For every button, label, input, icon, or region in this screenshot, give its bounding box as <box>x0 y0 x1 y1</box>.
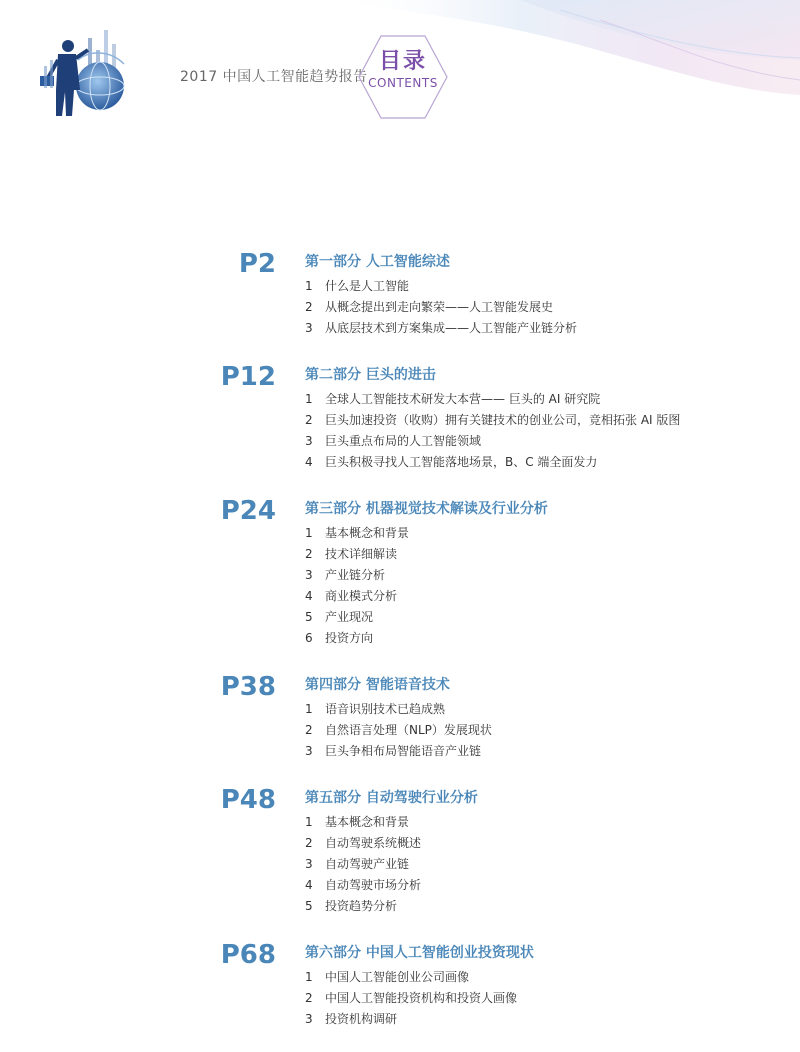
report-title: 2017 中国人工智能趋势报告 <box>180 69 368 85</box>
toc-item <box>305 854 800 875</box>
section-page-number: P38 <box>220 672 276 702</box>
toc-item-text: 自动驾驶市场分析 <box>325 878 422 892</box>
toc-item-number: 2 <box>305 723 313 737</box>
toc-item <box>305 812 800 833</box>
toc-item <box>305 720 800 741</box>
toc-item-text: 自然语言处理（NLP）发展现状 <box>325 723 492 737</box>
toc-item-text: 产业链分析 <box>325 568 386 582</box>
toc-item-text: 巨头积极寻找人工智能落地场景，B、C 端全面发力 <box>325 455 598 469</box>
toc-item-number: 1 <box>305 970 313 984</box>
toc-item-number: 3 <box>305 321 313 335</box>
toc-item-number: 1 <box>305 392 313 406</box>
toc-item <box>305 607 800 628</box>
toc-item-number: 4 <box>305 589 313 603</box>
toc-item-text: 技术详细解读 <box>325 547 398 561</box>
toc-item <box>305 410 800 431</box>
section-page-number: P12 <box>220 362 276 392</box>
toc-item <box>305 628 800 649</box>
contents-title-en: CONTENTS <box>368 76 438 90</box>
toc-item-number: 3 <box>305 434 313 448</box>
section-body <box>305 499 800 649</box>
toc-item <box>305 276 800 297</box>
toc-item-number: 2 <box>305 991 313 1005</box>
toc-item-text: 产业现况 <box>325 610 374 624</box>
businessman-globe-illustration <box>30 20 140 120</box>
toc-item-number: 4 <box>305 455 313 469</box>
toc-item-number: 2 <box>305 836 313 850</box>
toc-item-text: 巨头重点布局的人工智能领域 <box>325 434 482 448</box>
toc-section <box>0 496 800 649</box>
toc-item <box>305 586 800 607</box>
toc-item <box>305 565 800 586</box>
toc-item <box>305 1009 800 1030</box>
toc-item <box>305 988 800 1009</box>
toc-section <box>0 672 800 762</box>
section-title: 第四部分 智能语音技术 <box>305 677 450 693</box>
toc-section <box>0 785 800 917</box>
toc-item-text: 巨头加速投资（收购）拥有关键技术的创业公司，竞相拓张 AI 版图 <box>325 413 681 427</box>
toc-item-number: 6 <box>305 631 313 645</box>
toc-item-number: 4 <box>305 878 313 892</box>
section-title: 第三部分 机器视觉技术解读及行业分析 <box>305 501 548 517</box>
toc-item-text: 自动驾驶系统概述 <box>325 836 422 850</box>
toc-item-number: 3 <box>305 1012 313 1026</box>
section-title: 第一部分 人工智能综述 <box>305 254 450 270</box>
toc-item-number: 1 <box>305 526 313 540</box>
toc-item-text: 全球人工智能技术研发大本营—— 巨头的 AI 研究院 <box>325 392 601 406</box>
toc-item <box>305 389 800 410</box>
toc-item-number: 1 <box>305 815 313 829</box>
section-body <box>305 365 800 473</box>
section-page-number: P24 <box>220 496 276 526</box>
toc-item <box>305 699 800 720</box>
toc-item-number: 5 <box>305 899 313 913</box>
section-page-number: P48 <box>220 785 276 815</box>
toc-item-number: 3 <box>305 857 313 871</box>
section-body <box>305 675 800 762</box>
toc-item <box>305 833 800 854</box>
section-body <box>305 943 800 1030</box>
toc-item-text: 中国人工智能投资机构和投资人画像 <box>325 991 518 1005</box>
section-title: 第五部分 自动驾驶行业分析 <box>305 790 478 806</box>
toc-item <box>305 741 800 762</box>
toc-section <box>0 249 800 339</box>
toc-item <box>305 297 800 318</box>
toc-item-number: 2 <box>305 547 313 561</box>
toc-item-number: 2 <box>305 413 313 427</box>
toc-item <box>305 523 800 544</box>
section-page-number: P2 <box>238 249 276 279</box>
toc-item-text: 从底层技术到方案集成——人工智能产业链分析 <box>325 321 578 335</box>
toc-item-number: 2 <box>305 300 313 314</box>
section-title: 第二部分 巨头的进击 <box>305 367 436 383</box>
toc-item-number: 1 <box>305 279 313 293</box>
toc-item-number: 1 <box>305 702 313 716</box>
toc-item <box>305 318 800 339</box>
toc-item-text: 巨头争相布局智能语音产业链 <box>325 744 482 758</box>
toc-item-text: 语音识别技术已趋成熟 <box>325 702 446 716</box>
section-page-number: P68 <box>220 940 276 970</box>
toc-item-text: 投资方向 <box>325 631 374 645</box>
contents-title-cn: 目录 <box>378 49 427 74</box>
toc-item <box>305 967 800 988</box>
toc-item-text: 基本概念和背景 <box>325 815 410 829</box>
toc-item-text: 商业模式分析 <box>325 589 398 603</box>
section-body <box>305 252 800 339</box>
toc-item <box>305 544 800 565</box>
toc-item-number: 3 <box>305 744 313 758</box>
toc-item-text: 什么是人工智能 <box>325 279 410 293</box>
toc-item-text: 投资趋势分析 <box>325 899 398 913</box>
section-body <box>305 788 800 917</box>
toc-section <box>0 362 800 473</box>
contents-badge <box>357 34 449 120</box>
toc-item <box>305 875 800 896</box>
toc-item <box>305 431 800 452</box>
toc-item-text: 基本概念和背景 <box>325 526 410 540</box>
section-title: 第六部分 中国人工智能创业投资现状 <box>305 945 534 961</box>
toc-item-number: 5 <box>305 610 313 624</box>
toc-item-text: 从概念提出到走向繁荣——人工智能发展史 <box>325 300 554 314</box>
toc-item-number: 3 <box>305 568 313 582</box>
toc-item-text: 自动驾驶产业链 <box>325 857 410 871</box>
toc-item <box>305 452 800 473</box>
toc-item-text: 中国人工智能创业公司画像 <box>325 970 470 984</box>
table-of-contents <box>0 249 800 1052</box>
toc-item-text: 投资机构调研 <box>325 1012 398 1026</box>
toc-item <box>305 896 800 917</box>
toc-section <box>0 940 800 1030</box>
